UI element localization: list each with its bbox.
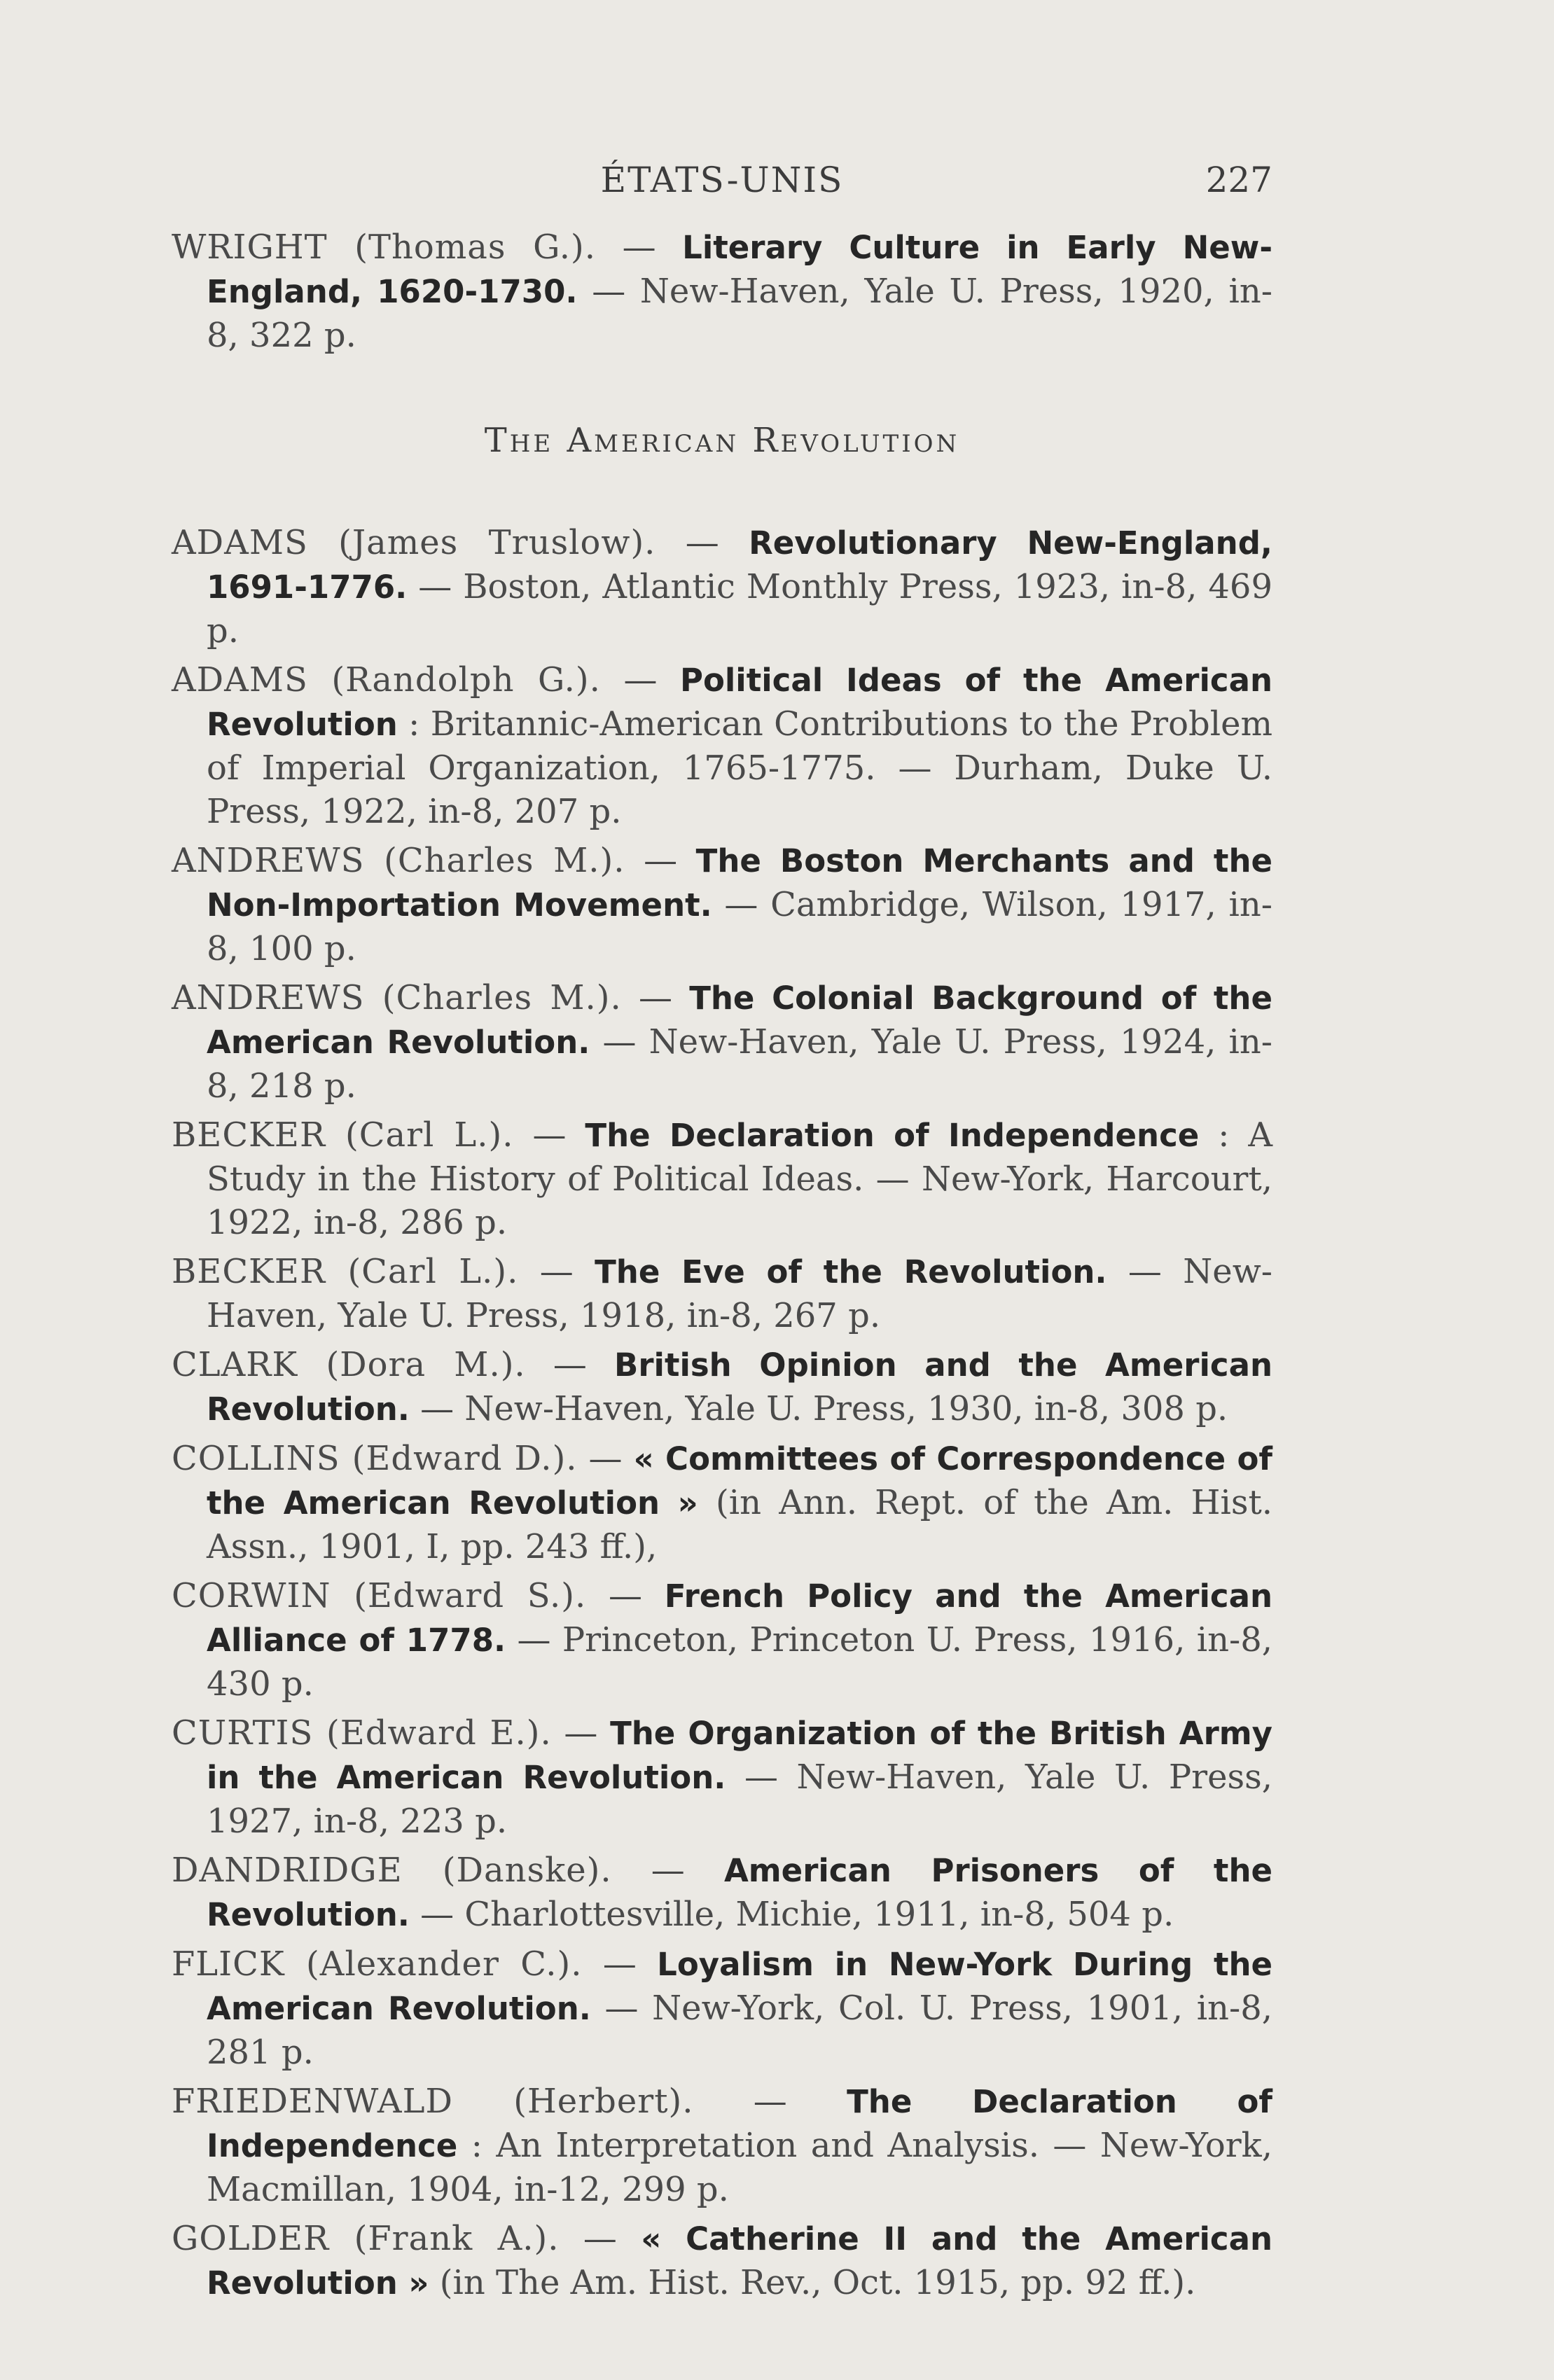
bibliography-entry: CLARK (Dora M.). — British Opinion and the American Revolution. — New-Haven, Yale U. Press, 1930, in-8, 308 p. [172,1345,1272,1428]
entry-title: The Declaration of Independence [585,1117,1200,1154]
entry-publication: New-Haven, Yale U. Press, 1930, in-8, 308 p. [464,1389,1228,1428]
entry-title: French Policy and the American Alliance of 1778. [207,1578,1273,1659]
bibliography-entry: BECKER (Carl L.). — The Declaration of Independence : A Study in the History of Political Ideas. — New-York, Harcourt, 1922, in-8, 286 p. [172,1115,1273,1242]
bibliography-entry: WRIGHT (Thomas G.). — Literary Culture in Early New-England, 1620-1730. — New-Haven, Yale U. Press, 1920, in-8, 322 p. [172,228,1272,355]
entry-publication: Charlottesville, Michie, 1911, in-8, 504 p. [464,1895,1174,1934]
entry-publication: New-York, Col. U. Press, 1901, in-8, 281 p. [207,1989,1272,2072]
section-heading: The American Revolution [484,421,960,460]
entry-title: American Prisoners of the Revolution. [207,1852,1272,1933]
bibliography-entry: FRIEDENWALD (Herbert). — The Declaration of Independence : An Interpretation and Analysis. — New-York, Macmillan, 1904, in-12, 299 p. [172,2082,1273,2209]
bibliography-entry: COLLINS (Edward D.). — « Committees of Correspondence of the American Revolution » (in Ann. Rept. of the Am. Hist. Assn., 1901, I, pp. 243 ff.), [172,1439,1272,1566]
bibliography-entry: ADAMS (Randolph G.). — Political Ideas of the American Revolution : Britannic-American Contributions to the Problem of Imperial Organization, 1765-1775. — Durham, Duke U. Press, 1922, in-8, 207 p. [172,660,1272,831]
entry-author: CLARK (Dora M.). [172,1345,526,1384]
entry-publication: (in Ann. Rept. of the Am. Hist. Assn., 1901, I, pp. 243 ff.), [207,1483,1272,1566]
entry-publication: Cambridge, Wilson, 1917, in-8, 100 p. [207,885,1272,968]
entry-publication: Princeton, Princeton U. Press, 1916, in-8, 430 p. [207,1620,1272,1704]
entry-publication: New-Haven, Yale U. Press, 1920, in-8, 322 p. [207,272,1272,355]
entry-author: ANDREWS (Charles M.). [172,978,622,1017]
entry-publication: : An Interpretation and Analysis. — New-York, Macmillan, 1904, in-12, 299 p. [207,2126,1273,2209]
entry-author: ADAMS (James Truslow). [172,523,656,562]
entry-publication: New-Haven, Yale U. Press, 1918, in-8, 267 p. [207,1252,1273,1335]
entry-list [172,521,1272,2305]
entry-author: GOLDER (Frank A.). [172,2219,560,2258]
entry-author: CORWIN (Edward S.). [172,1576,587,1615]
entry-title: The Declaration of Independence [207,2083,1273,2164]
page-header [172,160,1272,209]
bibliography-entry: DANDRIDGE (Danske). — American Prisoners of the Revolution. — Charlottesville, Michie, 1911, in-8, 504 p. [172,1851,1272,1934]
entry-publication: (in The Am. Hist. Rev., Oct. 1915, pp. 92 ff.). [439,2263,1196,2302]
bibliography [172,225,1272,2311]
entry-publication: : A Study in the History of Political Ideas. — New-York, Harcourt, 1922, in-8, 286 p. [207,1115,1273,1242]
entry-author: FRIEDENWALD (Herbert). [172,2082,694,2121]
bibliography-entry: CURTIS (Edward E.). — The Organization of the British Army in the American Revolution. — New-Haven, Yale U. Press, 1927, in-8, 223 p. [172,1713,1273,1841]
entry-publication: : Britannic-American Contributions to the Problem of Imperial Organization, 1765-1775. — Durham, Duke U. Press, 1922, in-8, 207 p. [207,704,1272,831]
entry-title: British Opinion and the American Revolution. [207,1346,1272,1428]
entry-author: WRIGHT (Thomas G.). [172,228,596,267]
entry-title: Loyalism in New-York During the American Revolution. [207,1946,1273,2027]
running-title: ÉTATS-UNIS [600,160,844,200]
bibliography-entry: ADAMS (James Truslow). — Revolutionary New-England, 1691-1776. — Boston, Atlantic Monthly Press, 1923, in-8, 469 p. [172,523,1272,650]
entry-author: DANDRIDGE (Danske). [172,1851,612,1890]
entry-title: The Colonial Background of the American Revolution. [207,980,1272,1061]
entry-title: The Boston Merchants and the Non-Importation Movement. [207,842,1273,924]
bibliography-entry: ANDREWS (Charles M.). — The Colonial Background of the American Revolution. — New-Haven, Yale U. Press, 1924, in-8, 218 p. [172,978,1272,1106]
entry-title: Revolutionary New-England, 1691-1776. [207,524,1272,606]
entry-author: FLICK (Alexander C.). [172,1944,583,1984]
bibliography-entry: GOLDER (Frank A.). — « Catherine II and the American Revolution » (in The Am. Hist. Rev., Oct. 1915, pp. 92 ff.). [172,2219,1273,2302]
bibliography-entry: FLICK (Alexander C.). — Loyalism in New-York During the American Revolution. — New-York, Col. U. Press, 1901, in-8, 281 p. [172,1944,1273,2072]
entry-title: The Organization of the British Army in the American Revolution. [207,1715,1273,1796]
entry-author: BECKER (Carl L.). [172,1115,514,1155]
entry-title: « Catherine II and the American Revolution » [207,2220,1273,2302]
entry-author: ADAMS (Randolph G.). [172,660,601,700]
entry-author: ANDREWS (Charles M.). [172,841,625,880]
entry-title: Literary Culture in Early New-England, 1620-1730. [207,229,1272,310]
entry-author: BECKER (Carl L.). [172,1252,519,1291]
bibliography-entry: BECKER (Carl L.). — The Eve of the Revolution. — New-Haven, Yale U. Press, 1918, in-8, 267 p. [172,1252,1273,1335]
entry-title: « Committees of Correspondence of the American Revolution » [207,1440,1272,1522]
entry-author: CURTIS (Edward E.). [172,1713,552,1753]
entry-publication: New-Haven, Yale U. Press, 1927, in-8, 223 p. [207,1758,1273,1841]
bibliography-entry: CORWIN (Edward S.). — French Policy and the American Alliance of 1778. — Princeton, Princeton U. Press, 1916, in-8, 430 p. [172,1576,1273,1704]
entry-author: COLLINS (Edward D.). [172,1439,578,1478]
page-number: 227 [1205,160,1272,200]
entry-publication: Boston, Atlantic Monthly Press, 1923, in-8, 469 p. [207,567,1272,650]
entry-publication: New-Haven, Yale U. Press, 1924, in-8, 218 p. [207,1022,1272,1106]
entry-title: The Eve of the Revolution. [595,1253,1107,1290]
entry-title: Political Ideas of the American Revolution [207,662,1272,743]
bibliography-entry: ANDREWS (Charles M.). — The Boston Merchants and the Non-Importation Movement. — Cambridge, Wilson, 1917, in-8, 100 p. [172,841,1273,968]
